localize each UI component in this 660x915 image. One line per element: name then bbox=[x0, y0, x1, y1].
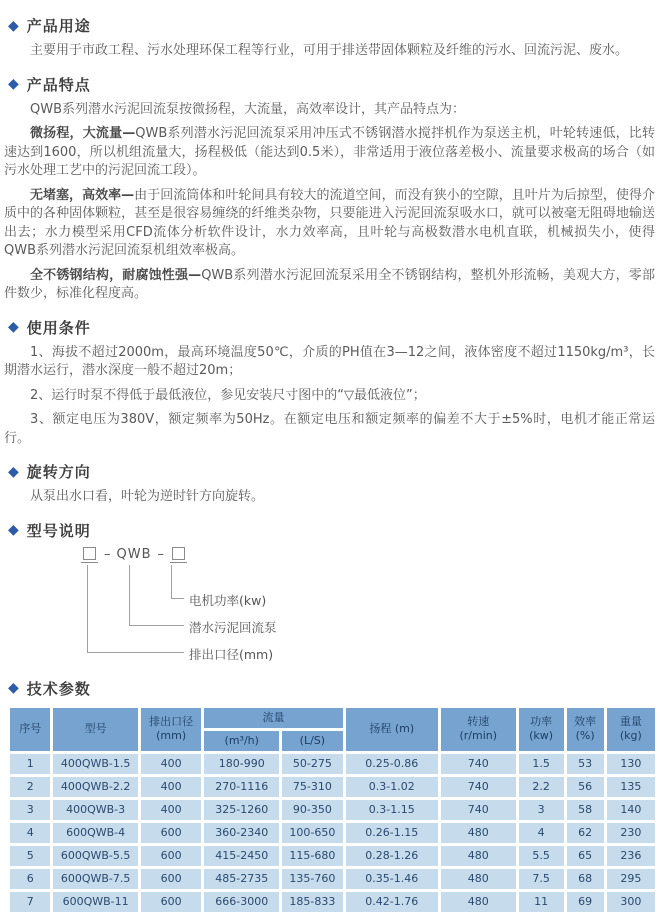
condition-item: 1、海拔不超过2000m，最高环境温度50℃，介质的PH值在3—12之间，液体密度不超过1150kg/m³，长期潜水运行，潜水深度一般不超过20m； bbox=[4, 344, 655, 378]
col-header-flow-m3h: (m³/h) bbox=[203, 729, 281, 752]
table-cell: 75-310 bbox=[281, 775, 345, 798]
table-cell: 0.3-1.02 bbox=[344, 775, 439, 798]
table-body bbox=[9, 752, 657, 913]
col-header-line: 效率 bbox=[574, 715, 597, 728]
table-cell: 2.2 bbox=[517, 775, 565, 798]
blank-box bbox=[81, 547, 98, 563]
table-cell: 400 bbox=[139, 752, 203, 775]
table-row bbox=[9, 821, 657, 844]
table-cell: 600 bbox=[139, 890, 203, 913]
table-header-row bbox=[9, 706, 657, 729]
rotation-paragraph: 从泵出水口看，叶轮为逆时针方向旋转。 bbox=[30, 489, 265, 504]
table-cell: 666-3000 bbox=[203, 890, 281, 913]
section-title-usage bbox=[8, 15, 656, 36]
col-header-unit: (kg) bbox=[619, 729, 642, 742]
table-cell: 300 bbox=[605, 890, 656, 913]
blank-box bbox=[170, 547, 187, 563]
table-row bbox=[9, 752, 657, 775]
table-cell: 185-833 bbox=[281, 890, 345, 913]
table-cell: 58 bbox=[565, 798, 605, 821]
table-cell: 600 bbox=[139, 821, 203, 844]
diamond-icon: ◆ bbox=[8, 17, 20, 34]
col-header-unit: (mm) bbox=[156, 729, 187, 742]
table-cell: 0.35-1.46 bbox=[344, 867, 439, 890]
table-cell: 740 bbox=[439, 775, 517, 798]
section-title-text: 使用条件 bbox=[26, 318, 91, 337]
table-cell: 0.26-1.15 bbox=[344, 821, 439, 844]
table-cell: 180-990 bbox=[203, 752, 281, 775]
section-title-text: 型号说明 bbox=[26, 521, 91, 540]
col-header-unit: (%) bbox=[575, 729, 595, 742]
usage-paragraph: 主要用于市政工程、污水处理环保工程等行业，可用于排送带固体颗粒及纤维的污水、回流污泥、废水。 bbox=[30, 43, 629, 58]
table-cell: 53 bbox=[565, 752, 605, 775]
table-cell: 135-760 bbox=[281, 867, 345, 890]
feature-lead: 无堵塞，高效率— bbox=[30, 187, 135, 203]
table-cell: 270-1116 bbox=[203, 775, 281, 798]
col-header-head: 扬程 (m) bbox=[344, 706, 439, 752]
table-cell: 2 bbox=[9, 775, 52, 798]
col-header-unit: (kw) bbox=[529, 729, 554, 742]
table-cell: 4 bbox=[9, 821, 52, 844]
table-cell: 0.28-1.26 bbox=[344, 844, 439, 867]
table-cell: 325-1260 bbox=[203, 798, 281, 821]
table-cell: 0.25-0.86 bbox=[344, 752, 439, 775]
technical-parameters-table bbox=[7, 705, 658, 915]
table-cell: 600QWB-4 bbox=[52, 821, 139, 844]
table-cell: 7.5 bbox=[517, 867, 565, 890]
diagram-label-pump-type: 潜水污泥回流泵 bbox=[189, 619, 277, 635]
table-cell: 400QWB-3 bbox=[52, 798, 139, 821]
table-cell: 5.5 bbox=[517, 844, 565, 867]
connector-line bbox=[87, 565, 184, 653]
table-cell: 50-275 bbox=[281, 752, 345, 775]
col-header-line: 排出口径 bbox=[149, 715, 194, 728]
features-intro-paragraph: QWB系列潜水污泥回流泵按微扬程，大流量，高效率设计，其产品特点为： bbox=[30, 101, 466, 117]
col-header-unit: (r/min) bbox=[459, 729, 498, 742]
condition-item: 2、运行时泵不得低于最低液位，参见安装尺寸图中的“▽最低液位”； bbox=[30, 387, 426, 403]
table-cell: 140 bbox=[605, 798, 656, 821]
table-cell: 4 bbox=[517, 821, 565, 844]
table-row bbox=[9, 844, 657, 867]
col-header-no: 序号 bbox=[9, 706, 52, 752]
table-cell: 7 bbox=[9, 890, 52, 913]
formula-dash: – bbox=[104, 547, 111, 562]
section-title-text: 技术参数 bbox=[26, 679, 91, 698]
table-cell: 480 bbox=[439, 890, 517, 913]
col-header-outlet bbox=[139, 706, 203, 752]
table-row bbox=[9, 890, 657, 913]
model-code-text: QWB bbox=[116, 547, 152, 562]
table-cell: 400 bbox=[139, 798, 203, 821]
table-cell: 600 bbox=[139, 867, 203, 890]
table-cell: 400 bbox=[139, 775, 203, 798]
table-cell: 740 bbox=[439, 798, 517, 821]
diamond-icon: ◆ bbox=[8, 319, 20, 335]
col-header-speed bbox=[439, 706, 517, 752]
col-header-weight bbox=[605, 706, 656, 752]
table-cell: 600QWB-11 bbox=[52, 890, 139, 913]
col-header-power bbox=[517, 706, 565, 752]
feature-paragraph bbox=[4, 187, 655, 261]
table-cell: 68 bbox=[565, 867, 605, 890]
table-cell: 600QWB-7.5 bbox=[52, 867, 139, 890]
col-header-line: 重量 bbox=[619, 715, 642, 728]
col-header-model: 型号 bbox=[52, 706, 139, 752]
table-cell: 56 bbox=[565, 775, 605, 798]
table-header bbox=[9, 706, 657, 752]
col-header-flow-ls: (L/S) bbox=[281, 729, 345, 752]
table-cell: 62 bbox=[565, 821, 605, 844]
table-cell: 11 bbox=[517, 890, 565, 913]
col-header-line: 转速 bbox=[467, 715, 490, 728]
section-title-model bbox=[8, 520, 656, 541]
table-row bbox=[9, 798, 657, 821]
table-cell: 400QWB-2.2 bbox=[52, 775, 139, 798]
table-cell: 480 bbox=[439, 844, 517, 867]
section-title-text: 产品特点 bbox=[26, 75, 91, 94]
diamond-icon: ◆ bbox=[8, 76, 20, 92]
col-header-line: 功率 bbox=[530, 715, 553, 728]
section-title-text: 产品用途 bbox=[26, 17, 91, 35]
section-title-conditions bbox=[8, 317, 656, 338]
table-cell: 130 bbox=[605, 752, 656, 775]
table-cell: 65 bbox=[565, 844, 605, 867]
table-cell: 230 bbox=[605, 821, 656, 844]
table-cell: 3 bbox=[9, 798, 52, 821]
diamond-icon: ◆ bbox=[8, 522, 20, 538]
table-cell: 600 bbox=[139, 844, 203, 867]
condition-item: 3、额定电压为380V，额定频率为50Hz。在额定电压和额定频率的偏差不大于±5%时，电机才能正常运行。 bbox=[4, 412, 655, 446]
table-cell: 480 bbox=[439, 821, 517, 844]
table-cell: 135 bbox=[605, 775, 656, 798]
section-title-parameters bbox=[8, 678, 656, 699]
diagram-label-motor-power: 电机功率(kw) bbox=[189, 592, 267, 608]
table-cell: 0.42-1.76 bbox=[344, 890, 439, 913]
section-title-rotation bbox=[8, 461, 656, 482]
table-cell: 415-2450 bbox=[203, 844, 281, 867]
table-cell: 100-650 bbox=[281, 821, 345, 844]
table-cell: 400QWB-1.5 bbox=[52, 752, 139, 775]
feature-paragraph bbox=[4, 125, 655, 181]
feature-lead: 微扬程，大流量— bbox=[30, 126, 136, 141]
feature-paragraph bbox=[4, 267, 655, 304]
section-title-text: 旋转方向 bbox=[26, 463, 91, 481]
diamond-icon: ◆ bbox=[8, 463, 20, 480]
table-cell: 740 bbox=[439, 752, 517, 775]
table-row bbox=[9, 775, 657, 798]
table-row bbox=[9, 867, 657, 890]
formula-dash: – bbox=[157, 547, 165, 562]
table-cell: 5 bbox=[9, 844, 52, 867]
table-cell: 360-2340 bbox=[203, 821, 281, 844]
feature-lead: 全不锈钢结构，耐腐蚀性强— bbox=[30, 267, 202, 283]
diagram-label-outlet-diameter: 排出口径(mm) bbox=[189, 646, 274, 662]
model-formula bbox=[81, 547, 187, 563]
table-cell: 115-680 bbox=[281, 844, 345, 867]
table-cell: 69 bbox=[565, 890, 605, 913]
col-header-efficiency bbox=[565, 706, 605, 752]
table-cell: 3 bbox=[517, 798, 565, 821]
table-cell: 236 bbox=[605, 844, 656, 867]
feature-text: QWB系列潜水污泥回流泵采用冲压式不锈钢潜水搅拌机作为泵送主机，叶轮转速低，比转速达到1600，所以机组流量大，扬程极低（能达到0.5米），非常适用于液位落差极小、流量要求极高的场合（如污水处理工艺中的污泥回流工段）。 bbox=[4, 126, 655, 178]
table-cell: 90-350 bbox=[281, 798, 345, 821]
diamond-icon: ◆ bbox=[8, 680, 20, 696]
feature-text: 由于回流筒体和叶轮间具有较大的流道空间，而没有狭小的空隙，且叶片为后掠型，使得介质中的各种固体颗粒，甚至是很容易缠绕的纤维类杂物，只要能进入污泥回流泵吸水口，就可以被毫无阻碍地输送出去；水力模型采用CFD流体分析软件设计，水力效率高，且叶轮与高极数潜水电机直联，机械损失小，使得QWB系列潜水污泥回流泵机组效率极高。 bbox=[4, 187, 655, 258]
table-cell: 1 bbox=[9, 752, 52, 775]
table-cell: 6 bbox=[9, 867, 52, 890]
table-cell: 295 bbox=[605, 867, 656, 890]
section-title-features bbox=[8, 74, 656, 95]
table-cell: 485-2735 bbox=[203, 867, 281, 890]
model-code-diagram bbox=[3, 547, 656, 665]
table-cell: 0.3-1.15 bbox=[344, 798, 439, 821]
table-cell: 600QWB-5.5 bbox=[52, 844, 139, 867]
feature-text: QWB系列潜水污泥回流泵采用全不锈钢结构，整机外形流畅，美观大方，零部件数少，标准化程度高。 bbox=[4, 267, 655, 301]
table-cell: 1.5 bbox=[517, 752, 565, 775]
table-cell: 480 bbox=[439, 867, 517, 890]
col-header-flow: 流量 bbox=[203, 706, 344, 729]
